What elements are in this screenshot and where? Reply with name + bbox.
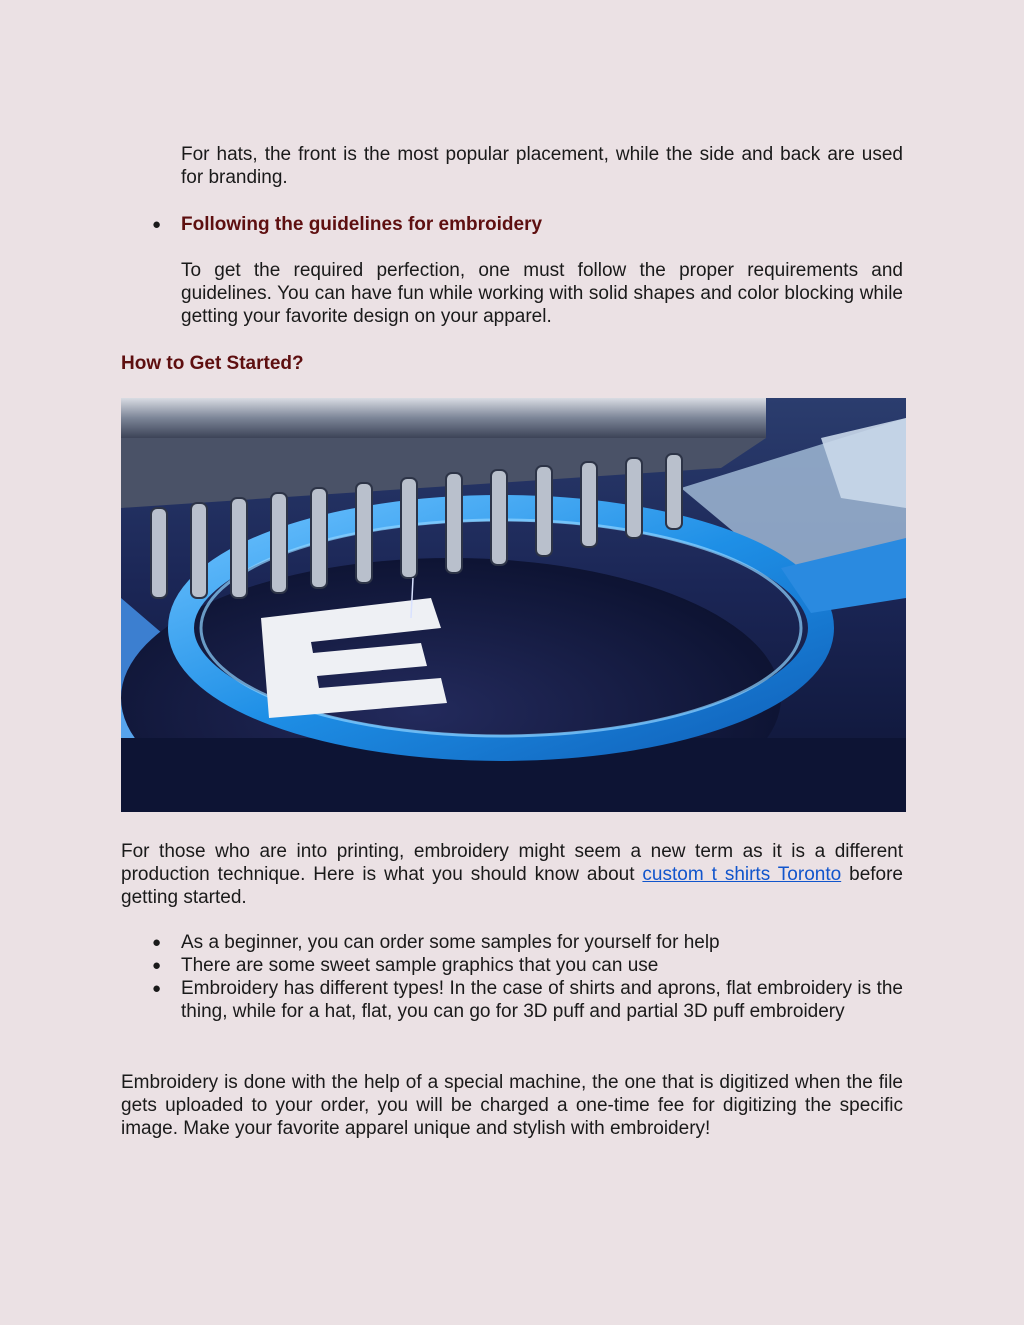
bullet-dot: ● xyxy=(152,216,162,233)
embroidery-machine-illustration xyxy=(121,398,906,812)
guidelines-paragraph: To get the required perfection, one must follow the proper requirements and guidelines. You can have fun while working with solid shapes and color blocking while getting your favorite design on your apparel. xyxy=(181,260,903,327)
section-heading: How to Get Started? xyxy=(121,353,304,374)
closing-paragraph: Embroidery is done with the help of a special machine, the one that is digitized when the file gets uploaded to your order, you will be charged a one-time fee for digitizing the specific image. Make your favorite apparel unique and stylish with embroidery! xyxy=(121,1072,903,1139)
list-item xyxy=(121,931,903,954)
bullet-dot: ● xyxy=(152,934,162,951)
custom-tshirts-toronto-link[interactable]: custom t shirts Toronto xyxy=(642,864,842,885)
printing-text-after-link: before getting started. xyxy=(121,864,903,908)
bullet-dot: ● xyxy=(152,957,162,974)
embroidery-machine-photo xyxy=(121,398,906,812)
list-item xyxy=(121,954,903,977)
list-item-text: As a beginner, you can order some samples for yourself for help xyxy=(181,932,720,953)
printing-paragraph xyxy=(121,840,903,909)
hats-placement-paragraph: For hats, the front is the most popular placement, while the side and back are used for branding. xyxy=(181,144,903,188)
list-item xyxy=(121,977,903,1023)
guidelines-heading: Following the guidelines for embroidery xyxy=(181,214,543,235)
tips-list xyxy=(121,931,903,1023)
bullet-dot: ● xyxy=(152,980,162,997)
printing-text-before-link: For those who are into printing, embroidery might seem a new term as it is a different production technique. Here is what you should know about xyxy=(121,841,903,885)
list-item-text: There are some sweet sample graphics that you can use xyxy=(181,955,659,976)
list-item-text: Embroidery has different types! In the case of shirts and aprons, flat embroidery is the thing, while for a hat, flat, you can go for 3D puff and partial 3D puff embroidery xyxy=(181,978,903,1022)
